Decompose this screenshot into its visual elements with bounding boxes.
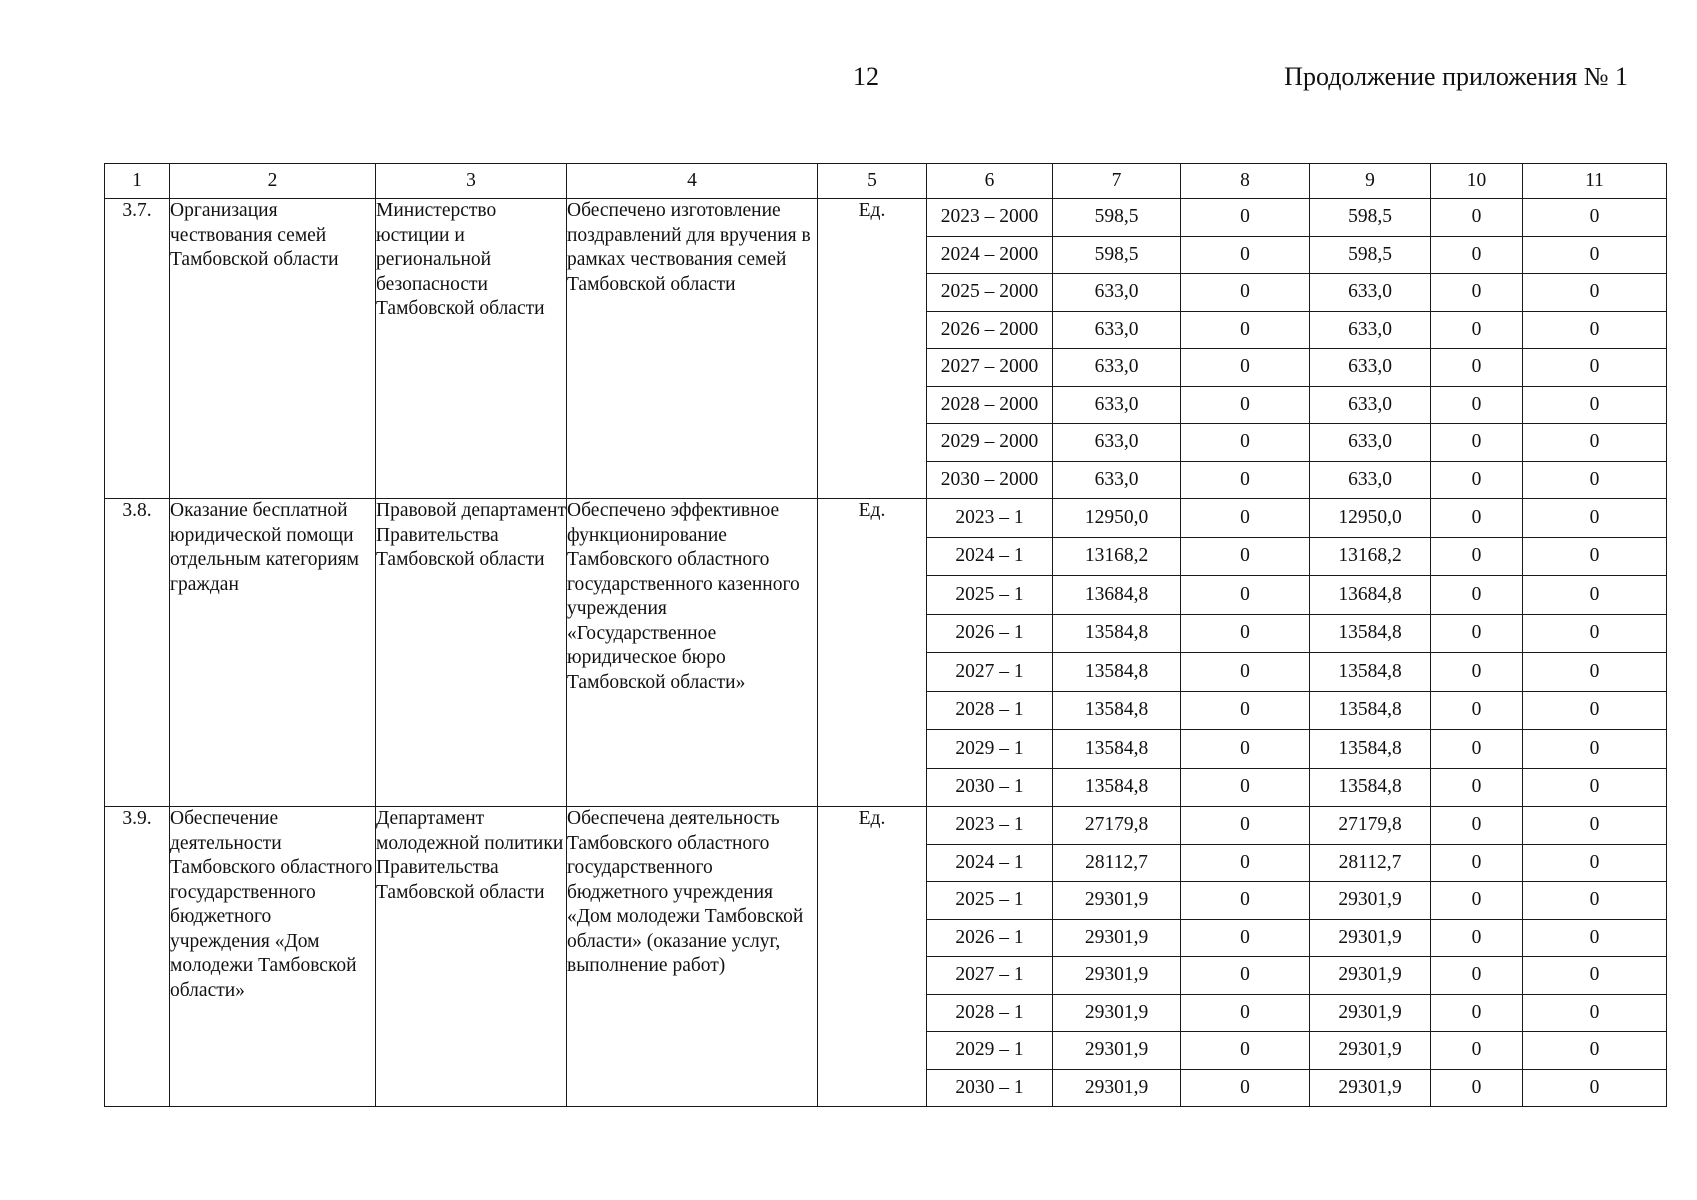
year-value-cell: 2029 – 1 [927,1032,1053,1070]
amount-cell-c10: 0 [1431,386,1523,424]
year-value-cell: 2028 – 2000 [927,386,1053,424]
amount-cell-c11: 0 [1523,1069,1667,1107]
amount-cell-c11: 0 [1523,386,1667,424]
year-value-cell: 2029 – 2000 [927,424,1053,462]
amount-cell-c7: 29301,9 [1053,994,1181,1032]
amount-cell-c10: 0 [1431,499,1523,538]
column-header: 8 [1181,164,1310,199]
column-header: 6 [927,164,1053,199]
amount-cell-c8: 0 [1181,882,1310,920]
column-header: 11 [1523,164,1667,199]
amount-cell-c9: 13584,8 [1310,653,1431,692]
amount-cell-c7: 633,0 [1053,461,1181,499]
amount-cell-c8: 0 [1181,576,1310,615]
unit-cell: Ед. [818,807,927,1107]
page-number: 12 [853,62,879,91]
section-3-9 [105,807,1667,1107]
amount-cell-c10: 0 [1431,576,1523,615]
amount-cell-c7: 633,0 [1053,424,1181,462]
amount-cell-c8: 0 [1181,349,1310,387]
amount-cell-c10: 0 [1431,349,1523,387]
year-value-cell: 2025 – 1 [927,576,1053,615]
amount-cell-c10: 0 [1431,311,1523,349]
amount-cell-c9: 633,0 [1310,386,1431,424]
amount-cell-c8: 0 [1181,653,1310,692]
amount-cell-c8: 0 [1181,311,1310,349]
amount-cell-c7: 29301,9 [1053,1069,1181,1107]
amount-cell-c7: 633,0 [1053,311,1181,349]
amount-cell-c9: 29301,9 [1310,1032,1431,1070]
column-header: 2 [170,164,376,199]
amount-cell-c9: 29301,9 [1310,882,1431,920]
amount-cell-c7: 29301,9 [1053,1032,1181,1070]
activity-name-cell: Обеспечение деятельности Тамбовского областного государственного бюджетного учреждения «Дом молодежи Тамбовской области» [170,807,376,1107]
amount-cell-c10: 0 [1431,691,1523,730]
year-value-cell: 2030 – 2000 [927,461,1053,499]
amount-cell-c9: 29301,9 [1310,1069,1431,1107]
amount-cell-c11: 0 [1523,882,1667,920]
section-3-7 [105,199,1667,499]
column-header: 5 [818,164,927,199]
amount-cell-c7: 13584,8 [1053,614,1181,653]
year-value-cell: 2024 – 1 [927,844,1053,882]
year-value-cell: 2027 – 1 [927,957,1053,995]
amount-cell-c10: 0 [1431,768,1523,807]
table-row [105,499,1667,538]
table-row [105,807,1667,845]
amount-cell-c8: 0 [1181,691,1310,730]
amount-cell-c11: 0 [1523,461,1667,499]
responsible-executor-cell: Правовой департамент Правительства Тамбовской области [376,499,567,807]
year-value-cell: 2026 – 2000 [927,311,1053,349]
amount-cell-c8: 0 [1181,274,1310,312]
expected-result-cell: Обеспечено изготовление поздравлений для вручения в рамках чествования семей Тамбовской области [567,199,818,499]
year-value-cell: 2028 – 1 [927,691,1053,730]
column-header: 1 [105,164,170,199]
year-value-cell: 2028 – 1 [927,994,1053,1032]
amount-cell-c7: 598,5 [1053,236,1181,274]
amount-cell-c7: 12950,0 [1053,499,1181,538]
amount-cell-c9: 13584,8 [1310,691,1431,730]
amount-cell-c10: 0 [1431,807,1523,845]
amount-cell-c10: 0 [1431,882,1523,920]
amount-cell-c7: 29301,9 [1053,919,1181,957]
amount-cell-c8: 0 [1181,919,1310,957]
amount-cell-c9: 27179,8 [1310,807,1431,845]
year-value-cell: 2023 – 1 [927,499,1053,538]
amount-cell-c7: 633,0 [1053,386,1181,424]
amount-cell-c9: 633,0 [1310,311,1431,349]
amount-cell-c8: 0 [1181,1032,1310,1070]
amount-cell-c10: 0 [1431,957,1523,995]
amount-cell-c11: 0 [1523,274,1667,312]
unit-cell: Ед. [818,199,927,499]
amount-cell-c9: 598,5 [1310,199,1431,237]
amount-cell-c8: 0 [1181,957,1310,995]
amount-cell-c10: 0 [1431,424,1523,462]
activity-name-cell: Оказание бесплатной юридической помощи отдельным категориям граждан [170,499,376,807]
appendix-table [104,163,1667,1107]
amount-cell-c9: 12950,0 [1310,499,1431,538]
amount-cell-c9: 633,0 [1310,274,1431,312]
amount-cell-c8: 0 [1181,844,1310,882]
expected-result-cell: Обеспечена деятельность Тамбовского областного государственного бюджетного учреждения «Дом молодежи Тамбовской области» (оказание услуг, выполнение работ) [567,807,818,1107]
amount-cell-c11: 0 [1523,499,1667,538]
amount-cell-c10: 0 [1431,994,1523,1032]
amount-cell-c11: 0 [1523,730,1667,769]
unit-cell: Ед. [818,499,927,807]
amount-cell-c9: 29301,9 [1310,994,1431,1032]
activity-name-cell: Организация чествования семей Тамбовской области [170,199,376,499]
year-value-cell: 2024 – 1 [927,537,1053,576]
amount-cell-c9: 29301,9 [1310,919,1431,957]
amount-cell-c8: 0 [1181,424,1310,462]
amount-cell-c7: 27179,8 [1053,807,1181,845]
amount-cell-c8: 0 [1181,768,1310,807]
table-row [105,199,1667,237]
amount-cell-c11: 0 [1523,576,1667,615]
responsible-executor-cell: Департамент молодежной политики Правительства Тамбовской области [376,807,567,1107]
amount-cell-c7: 13584,8 [1053,653,1181,692]
item-number-cell: 3.9. [105,807,170,1107]
amount-cell-c8: 0 [1181,614,1310,653]
amount-cell-c8: 0 [1181,499,1310,538]
amount-cell-c11: 0 [1523,1032,1667,1070]
year-value-cell: 2024 – 2000 [927,236,1053,274]
amount-cell-c10: 0 [1431,614,1523,653]
amount-cell-c11: 0 [1523,844,1667,882]
amount-cell-c8: 0 [1181,537,1310,576]
amount-cell-c9: 633,0 [1310,349,1431,387]
amount-cell-c10: 0 [1431,274,1523,312]
amount-cell-c7: 29301,9 [1053,882,1181,920]
amount-cell-c11: 0 [1523,199,1667,237]
amount-cell-c7: 28112,7 [1053,844,1181,882]
amount-cell-c10: 0 [1431,537,1523,576]
amount-cell-c10: 0 [1431,236,1523,274]
amount-cell-c7: 13584,8 [1053,768,1181,807]
amount-cell-c11: 0 [1523,691,1667,730]
amount-cell-c9: 13584,8 [1310,614,1431,653]
amount-cell-c8: 0 [1181,1069,1310,1107]
responsible-executor-cell: Министерство юстиции и региональной безопасности Тамбовской области [376,199,567,499]
amount-cell-c7: 13684,8 [1053,576,1181,615]
amount-cell-c8: 0 [1181,236,1310,274]
amount-cell-c11: 0 [1523,614,1667,653]
year-value-cell: 2025 – 1 [927,882,1053,920]
amount-cell-c7: 13168,2 [1053,537,1181,576]
amount-cell-c11: 0 [1523,537,1667,576]
amount-cell-c11: 0 [1523,768,1667,807]
amount-cell-c7: 598,5 [1053,199,1181,237]
year-value-cell: 2026 – 1 [927,919,1053,957]
amount-cell-c8: 0 [1181,807,1310,845]
expected-result-cell: Обеспечено эффективное функционирование Тамбовского областного государственного казенного учреждения «Государственное юридическое бюро Тамбовской области» [567,499,818,807]
amount-cell-c10: 0 [1431,199,1523,237]
amount-cell-c9: 29301,9 [1310,957,1431,995]
year-value-cell: 2029 – 1 [927,730,1053,769]
column-header: 7 [1053,164,1181,199]
year-value-cell: 2027 – 1 [927,653,1053,692]
amount-cell-c11: 0 [1523,919,1667,957]
amount-cell-c9: 13584,8 [1310,768,1431,807]
column-header: 9 [1310,164,1431,199]
amount-cell-c10: 0 [1431,1069,1523,1107]
amount-cell-c7: 13584,8 [1053,730,1181,769]
amount-cell-c7: 633,0 [1053,349,1181,387]
amount-cell-c11: 0 [1523,653,1667,692]
amount-cell-c9: 598,5 [1310,236,1431,274]
section-3-8 [105,499,1667,807]
amount-cell-c9: 633,0 [1310,461,1431,499]
amount-cell-c10: 0 [1431,844,1523,882]
year-value-cell: 2025 – 2000 [927,274,1053,312]
amount-cell-c7: 633,0 [1053,274,1181,312]
column-header: 4 [567,164,818,199]
amount-cell-c9: 28112,7 [1310,844,1431,882]
column-header: 3 [376,164,567,199]
amount-cell-c8: 0 [1181,994,1310,1032]
year-value-cell: 2030 – 1 [927,1069,1053,1107]
column-header-row [105,164,1667,199]
amount-cell-c9: 633,0 [1310,424,1431,462]
amount-cell-c8: 0 [1181,461,1310,499]
amount-cell-c8: 0 [1181,386,1310,424]
amount-cell-c11: 0 [1523,994,1667,1032]
amount-cell-c9: 13584,8 [1310,730,1431,769]
amount-cell-c7: 13584,8 [1053,691,1181,730]
amount-cell-c8: 0 [1181,730,1310,769]
amount-cell-c10: 0 [1431,730,1523,769]
amount-cell-c11: 0 [1523,236,1667,274]
item-number-cell: 3.8. [105,499,170,807]
amount-cell-c11: 0 [1523,311,1667,349]
amount-cell-c11: 0 [1523,957,1667,995]
amount-cell-c10: 0 [1431,919,1523,957]
amount-cell-c9: 13168,2 [1310,537,1431,576]
amount-cell-c10: 0 [1431,653,1523,692]
column-header: 10 [1431,164,1523,199]
year-value-cell: 2023 – 1 [927,807,1053,845]
year-value-cell: 2026 – 1 [927,614,1053,653]
year-value-cell: 2023 – 2000 [927,199,1053,237]
amount-cell-c8: 0 [1181,199,1310,237]
appendix-continuation-label: Продолжение приложения № 1 [1284,62,1628,91]
amount-cell-c10: 0 [1431,461,1523,499]
year-value-cell: 2027 – 2000 [927,349,1053,387]
amount-cell-c11: 0 [1523,807,1667,845]
amount-cell-c9: 13684,8 [1310,576,1431,615]
amount-cell-c11: 0 [1523,349,1667,387]
amount-cell-c7: 29301,9 [1053,957,1181,995]
amount-cell-c10: 0 [1431,1032,1523,1070]
amount-cell-c11: 0 [1523,424,1667,462]
year-value-cell: 2030 – 1 [927,768,1053,807]
item-number-cell: 3.7. [105,199,170,499]
